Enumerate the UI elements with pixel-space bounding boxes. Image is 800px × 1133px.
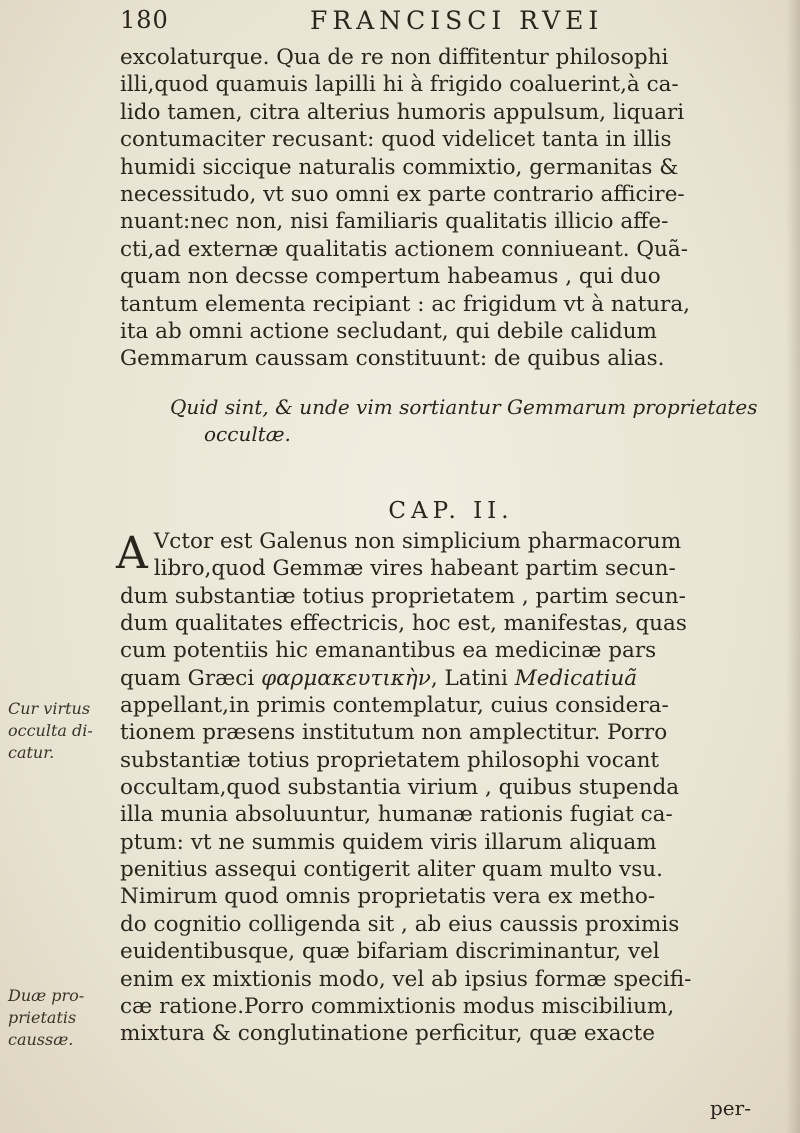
margin-note-line: Duæ pro- — [8, 986, 85, 1005]
text-line: occultam,quod substantia virium , quibus stupenda — [120, 775, 680, 801]
text-line: tantum elementa recipiant : ac frigidum vt à natura, — [120, 291, 690, 317]
text-line: humidi siccique naturalis commixtio, germanitas & — [120, 154, 679, 180]
text-line: tionem præsens institutum non amplectitur. Porro — [120, 720, 668, 746]
page-header — [120, 2, 800, 38]
text-line: nuant:nec non, nisi familiaris qualitatis illicio affe- — [120, 209, 669, 235]
text-line: Gemmarum caussam constituunt: de quibus alias. — [120, 346, 665, 372]
latin-term: Medicatiuã — [514, 665, 638, 691]
margin-note-line: occulta di- — [8, 721, 93, 740]
text-line: lido tamen, citra alterius humoris appulsum, liquari — [120, 99, 685, 125]
page-number: 180 — [120, 6, 169, 34]
greek-lead: quam Græci — [120, 665, 262, 691]
chapter-label: CAP. II. — [388, 498, 514, 524]
text-line: do cognitio colligenda sit , ab eius caussis proximis — [120, 911, 680, 937]
text-line: euidentibusque, quæ bifariam discriminantur, vel — [120, 939, 660, 965]
catchword: per- — [710, 1096, 751, 1120]
text-line: cum potentiis hic emanantibus ea medicinæ pars — [120, 638, 657, 664]
greek-mid: , Latini — [430, 665, 515, 691]
margin-note-line: catur. — [8, 743, 55, 762]
text-line: penitius assequi contigerit aliter quam multo vsu. — [120, 857, 663, 883]
text-line: ptum: vt ne summis quidem viris illarum aliquam — [120, 829, 657, 855]
text-line: dum substantiæ totius proprietatem , partim secun- — [120, 583, 686, 609]
text-line: quam non decsse compertum habeamus , qui duo — [120, 264, 661, 290]
text-line: excolaturque. Qua de re non diffitentur philosophi — [120, 45, 669, 70]
text-line: necessitudo, vt suo omni ex parte contrario afficire- — [120, 181, 685, 207]
text-line — [120, 665, 782, 692]
section-heading — [170, 394, 790, 448]
greek-word: φαρμακευτικὴν — [261, 665, 431, 691]
text-line: illa munia absoluuntur, humanæ rationis fugiat ca- — [120, 802, 673, 828]
opening-paragraph — [120, 44, 782, 373]
margin-note-caussae — [8, 985, 116, 1051]
text-line: enim ex mixtionis modo, vel ab ipsius formæ specifi- — [120, 966, 692, 992]
page-edge-shadow — [786, 0, 800, 1133]
text-line: contumaciter recusant: quod videlicet tanta in illis — [120, 127, 672, 153]
text-line: appellant,in primis contemplatur, cuius considera- — [120, 693, 669, 719]
chapter-paragraph — [116, 528, 782, 1048]
margin-note-line: caussæ. — [8, 1030, 74, 1049]
running-head: FRANCISCI RVEI — [310, 6, 604, 35]
text-line: substantiæ totius proprietatem philosophi vocant — [120, 747, 660, 773]
drop-capital: A — [116, 528, 148, 579]
text-line: Nimirum quod omnis proprietatis vera ex metho- — [120, 884, 656, 910]
text-line: dum qualitates effectricis, hoc est, manifestas, quas — [120, 611, 687, 637]
section-heading-line: Quid sint, & unde vim sortiantur Gemmarum proprietates — [170, 395, 758, 419]
margin-note-line: prietatis — [8, 1008, 77, 1027]
first-line-text: Vctor est Galenus non simplicium pharmacorum — [153, 529, 682, 554]
section-heading-line: occultæ. — [204, 422, 291, 446]
text-line: mixtura & conglutinatione perficitur, quæ exacte — [120, 1021, 655, 1047]
text-line: ita ab omni actione secludant, qui debile calidum — [120, 318, 657, 344]
text-line: cti,ad externæ qualitatis actionem conniueant. Quã- — [120, 236, 688, 262]
text-line: libro,quod Gemmæ vires habeant partim secun- — [153, 556, 676, 582]
text-line: illi,quod quamuis lapilli hi à frigido coaluerint,à ca- — [120, 72, 679, 98]
text-line: cæ ratione.Porro commixtionis modus miscibilium, — [120, 993, 675, 1019]
margin-note-virtus — [8, 698, 116, 764]
margin-note-line: Cur virtus — [8, 699, 91, 718]
